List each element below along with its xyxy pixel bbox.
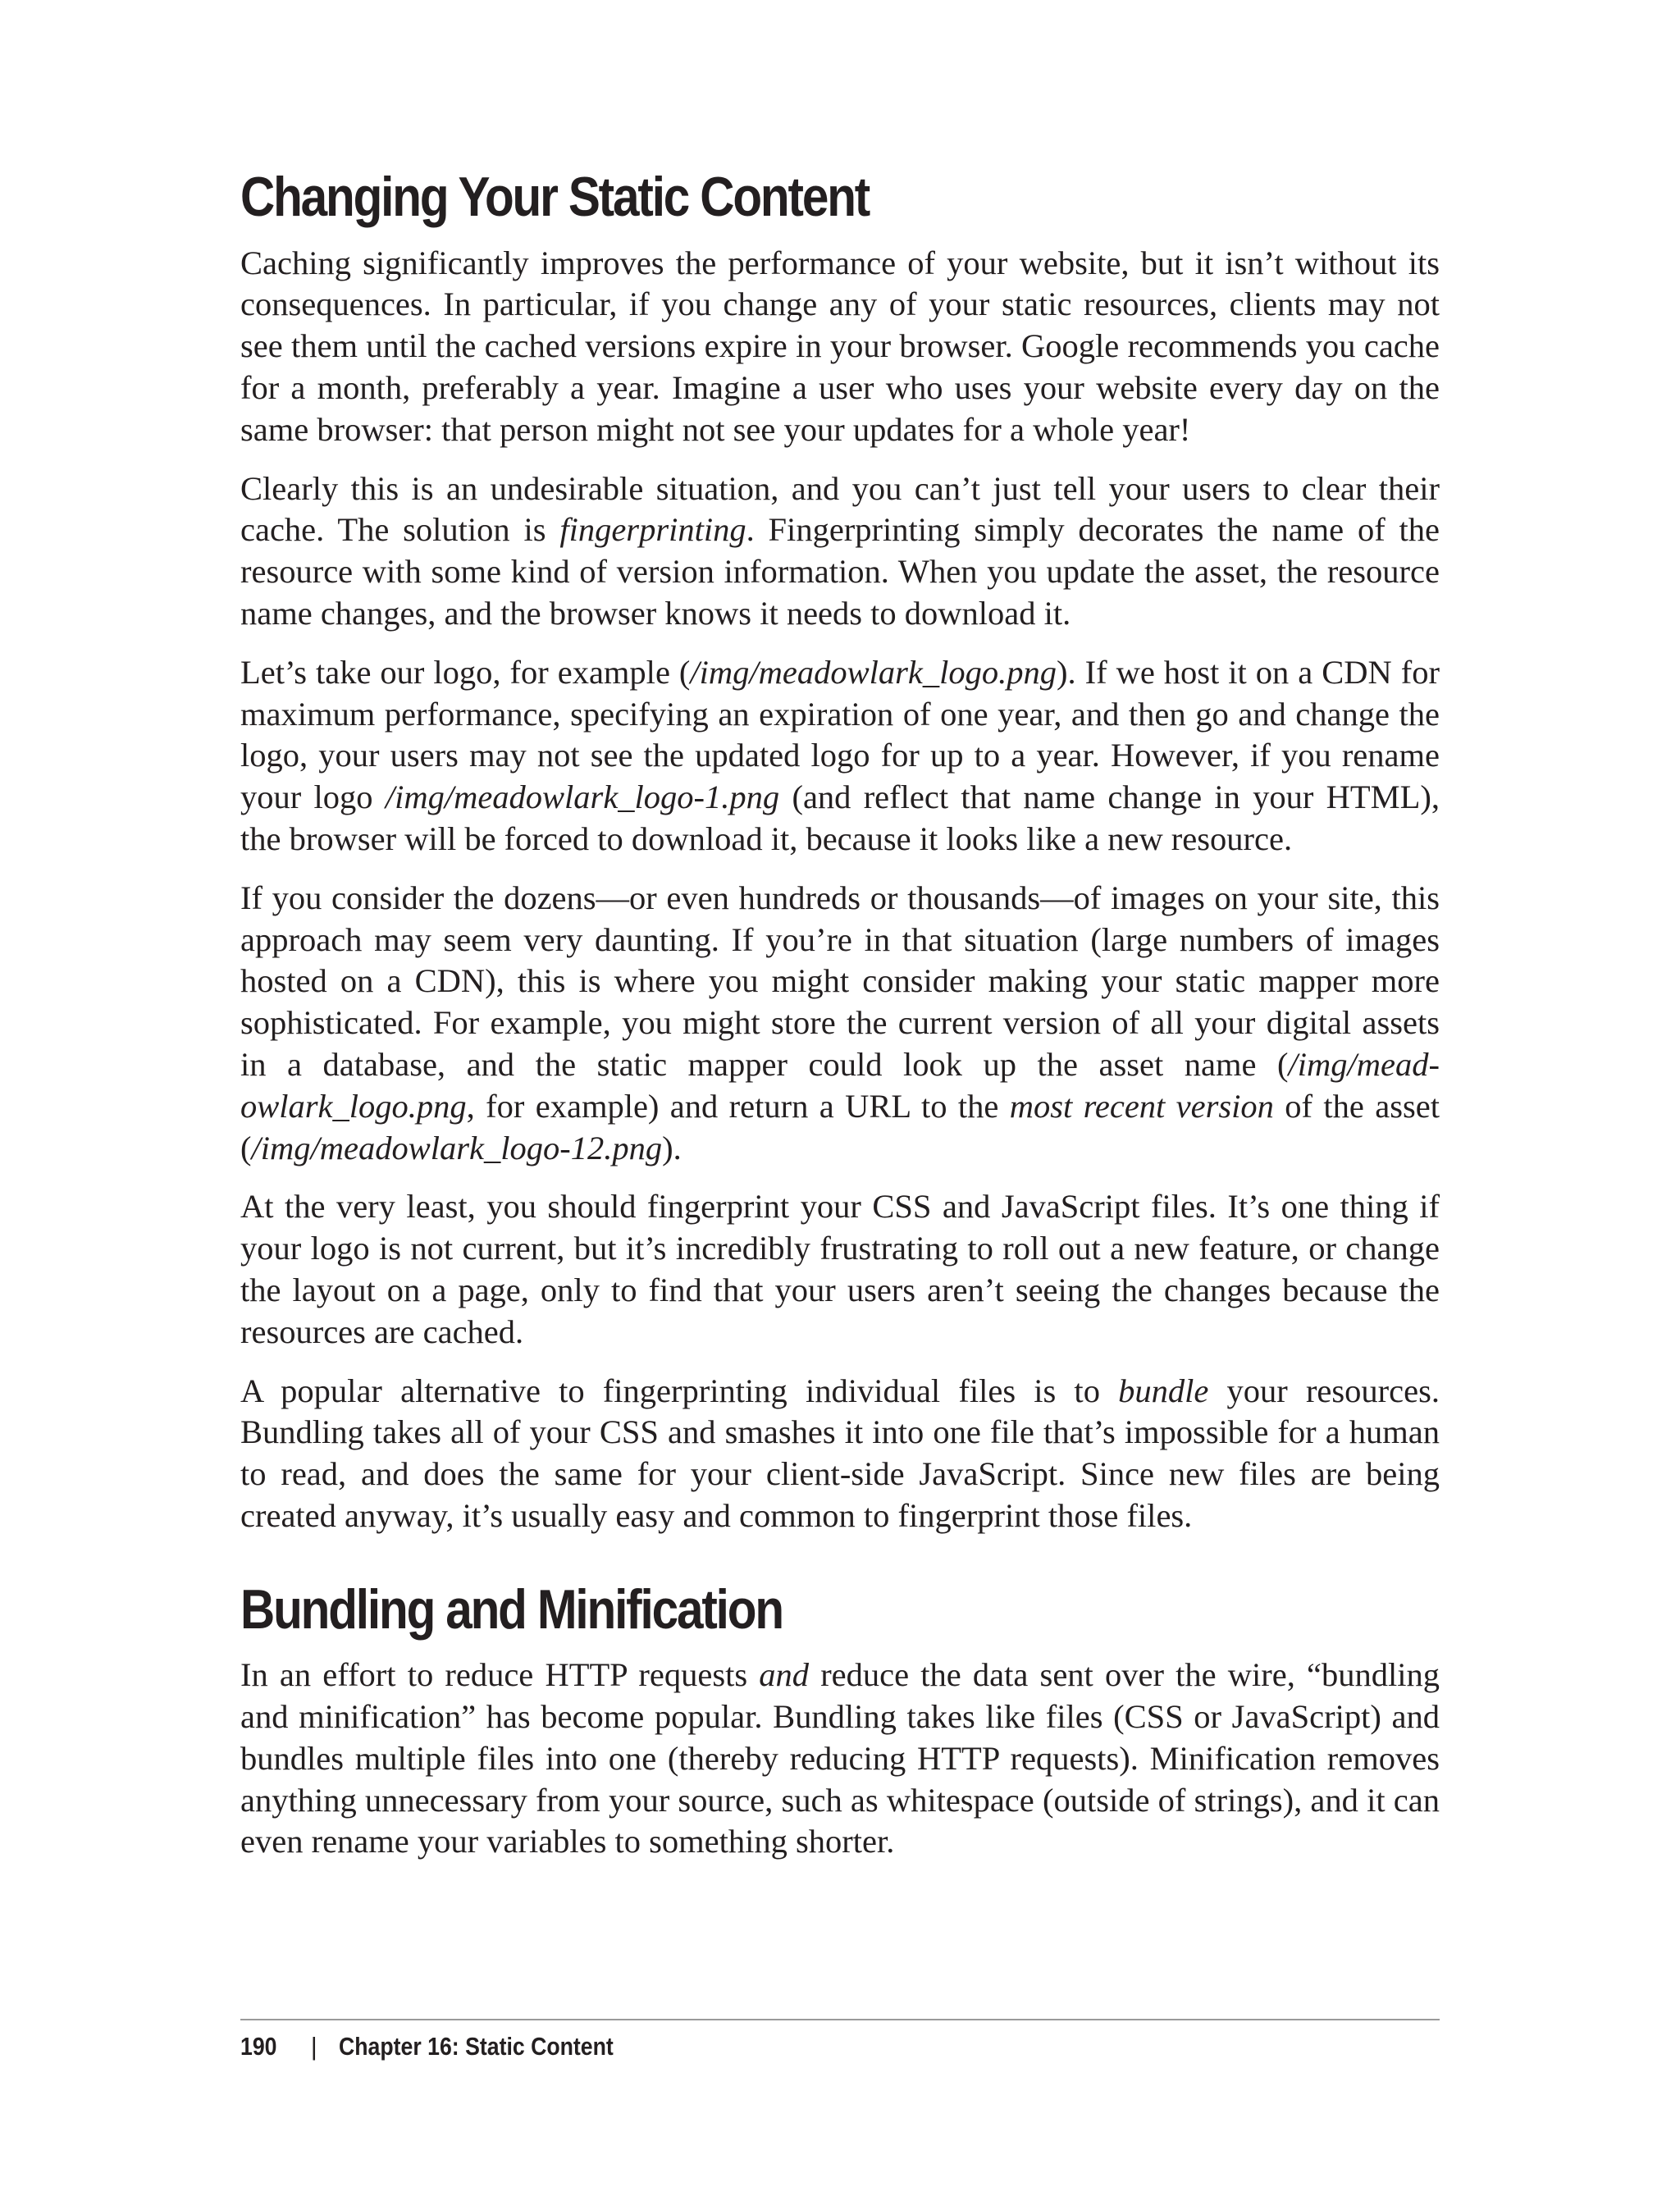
section-heading-changing-static-content: Changing Your Static Content <box>240 166 870 228</box>
page-content <box>240 164 1440 1880</box>
text-run: ). If we host it on a CDN for maximum performance, specifying an expiration of one year, and then go and change the logo, your users may not see the updated logo for up to a year. However, if you rename your logo <box>240 653 1440 816</box>
emphasis-fingerprinting: fingerprinting <box>559 511 746 549</box>
text-run: A popular alternative to fingerprinting individual files is to <box>240 1372 1119 1409</box>
paragraph-logo-example <box>240 652 1440 861</box>
paragraph-fingerprint-css-js: At the very least, you should fingerprint your CSS and JavaScript files. It’s one thing if your logo is not current, but it’s incredibly frustrating to roll out a new feature, or change the layout on a page, only to find that your users aren’t seeing the changes because the resources are cached. <box>240 1188 1440 1350</box>
paragraph-caching-consequences: Caching significantly improves the performance of your website, but it isn’t without its consequences. In particular, if you change any of your static resources, clients may not see them until the cached versions expire in your browser. Google recommends you cache for a month, preferably a year. Imagine a user who uses your website every day on the same browser: that person might not see your updates for a whole year! <box>240 244 1440 448</box>
footer-separator: | <box>310 2032 317 2061</box>
text-run: your resources. Bundling takes all of your CSS and smashes it into one file that’s impossible for a human to read, and does the same for your client-side JavaScript. Since new files are being created anyway, it’s usually easy and common to fingerprint those files. <box>240 1372 1440 1534</box>
paragraph-fingerprinting-solution <box>240 468 1440 635</box>
text-run: Clearly this is an undesirable situation, and you can’t just tell your users to clear their cache. The solution is <box>240 469 1440 549</box>
page-footer <box>240 2019 1440 2061</box>
chapter-title: Chapter 16: Static Content <box>338 2032 614 2061</box>
text-run: If you consider the dozens—or even hundreds or thousands—of images on your site, this approach may seem very daunting. If you’re in that situation (large numbers of images hosted on a CDN), this is where you might consider making your static mapper more sophisticated. For example, you might store the current version of all your digital assets in a database, and the static mapper could look up the asset name ( <box>240 879 1440 1083</box>
emphasis-logo-path-12: /img/meadowlark_logo-12.png <box>251 1129 663 1166</box>
emphasis-and: and <box>759 1656 810 1694</box>
emphasis-bundle: bundle <box>1118 1372 1209 1409</box>
text-run: Let’s take our logo, for example ( <box>240 653 691 691</box>
text-run: . Fingerprinting simply decorates the name of the resource with some kind of version information. When you update the asset, the resource name changes, and the browser knows it needs to download it. <box>240 511 1440 632</box>
paragraph-bundling-minification <box>240 1655 1440 1863</box>
emphasis-logo-path: /img/meadowlark_logo.png <box>690 653 1057 691</box>
text-run: , for example) and return a URL to the <box>466 1087 1010 1125</box>
paragraph-bundle-alternative <box>240 1371 1440 1537</box>
text-run: ). <box>662 1129 682 1166</box>
emphasis-most-recent-version: most recent version <box>1009 1087 1274 1125</box>
text-run: reduce the data sent over the wire, “bundling and minification” has become popular. Bundling takes like files (CSS or JavaScript) and bundles multiple files into one (thereby reducing HTTP requests). Minification removes anything unnecessary from your source, such as whitespace (outside of strings), and it can even rename your variables to something shorter. <box>240 1656 1440 1860</box>
section-heading-bundling-minification: Bundling and Minification <box>240 1577 783 1641</box>
text-run: of the asset ( <box>240 1087 1440 1166</box>
emphasis-logo-path-1: /img/meadowlark_logo-1.png <box>385 778 780 816</box>
text-run: In an effort to reduce HTTP requests <box>240 1656 760 1694</box>
emphasis-asset-name: /img/meadowlark_logo.png <box>240 1045 1440 1125</box>
paragraph-static-mapper <box>240 878 1440 1170</box>
page-number: 190 <box>240 2032 277 2061</box>
text-run: (and reflect that name change in your HTML), the browser will be forced to download it, because it looks like a new resource. <box>240 778 1440 857</box>
